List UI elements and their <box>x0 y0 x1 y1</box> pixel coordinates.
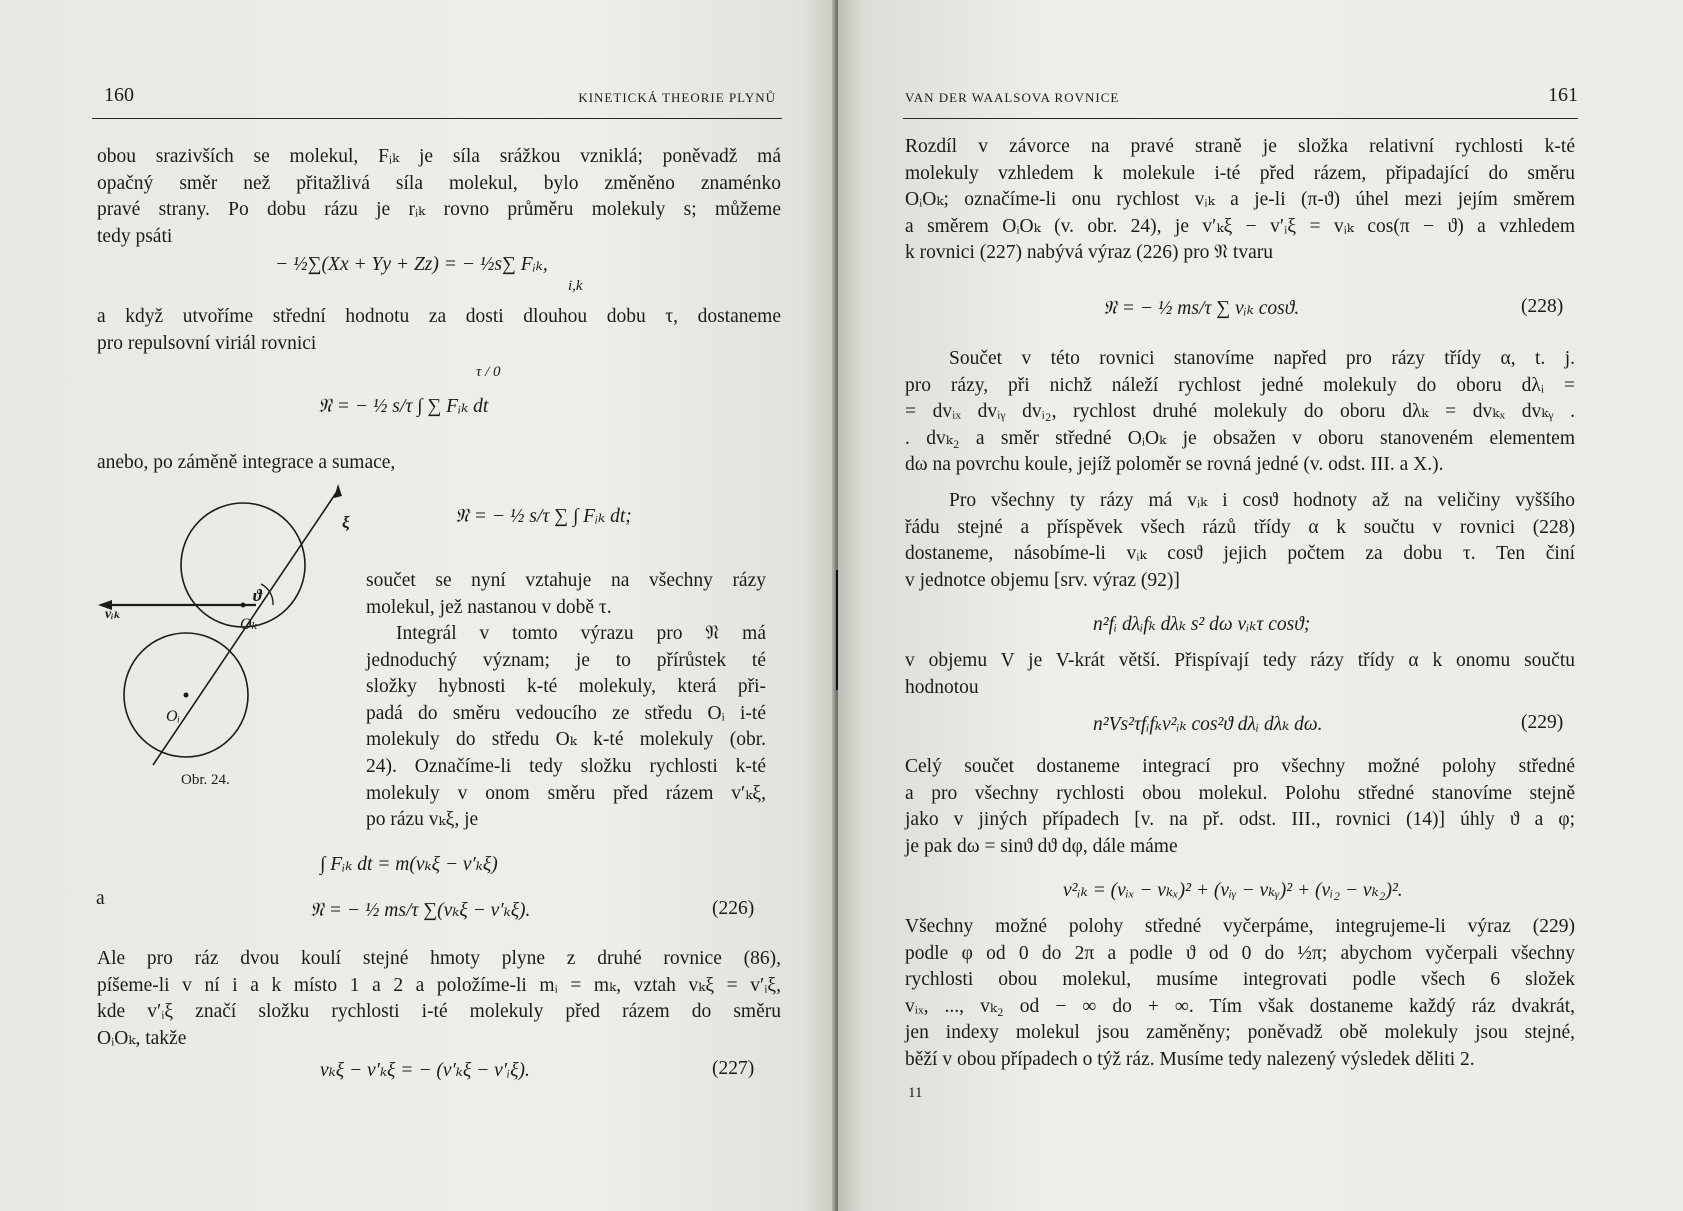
text-line: v jednotce objemu [srv. výraz (92)] <box>905 569 1180 591</box>
left-page <box>0 0 836 1211</box>
equation: − ½∑(Xx + Yy + Zz) = − ½s∑ Fᵢₖ, <box>275 254 548 275</box>
paragraph <box>366 621 766 834</box>
equation: n²Vs²τfᵢfₖv²ᵢₖ cos²ϑ dλᵢ dλₖ dω. <box>1093 714 1323 735</box>
text-line: a směrem OᵢOₖ (v. obr. 24), je v′ₖξ − v′ᵢξ = vᵢₖ cos(π − ϑ) a vzhledem <box>905 215 1575 237</box>
equation-subscript: i,k <box>568 278 583 294</box>
text-line: OᵢOₖ; označíme-li onu rychlost vᵢₖ a je-li (π-ϑ) úhel mezi jejím směrem <box>905 189 1575 211</box>
text-line: . dvₖ₂ a směr středné OᵢOₖ je obsažen v oboru stanoveném elementem <box>905 427 1575 449</box>
text-line: součet se nyní vztahuje na všechny rázy <box>366 570 766 591</box>
text-line: opačný směr než přitažlivá síla molekul, bylo změněno znaménko <box>97 172 781 194</box>
xi-arrow-icon <box>334 484 342 498</box>
text-line: molekuly do středu Oₖ k-té molekuly (obr. <box>366 729 766 751</box>
text-line: pro rázy, při nichž náleží rychlost jedné molekuly do oboru dλᵢ = <box>905 374 1575 396</box>
equation: 𝔑 = − ½ s/τ ∫ ∑ Fᵢₖ dt <box>318 396 489 417</box>
equation: 𝔑 = − ½ ms/τ ∑(vₖξ − v′ₖξ). <box>310 900 531 921</box>
page-number: 161 <box>1548 84 1578 106</box>
text-line: tedy psáti <box>97 225 173 247</box>
right-page-header <box>903 78 1578 119</box>
text-line: v objemu V je V-krát větší. Přispívají tedy rázy třídy α k onomu součtu <box>905 650 1575 671</box>
velocity-label: vᵢₖ <box>105 607 121 622</box>
text-line: Rozdíl v závorce na pravé straně je složka relativní rychlosti k-té <box>905 136 1575 157</box>
text-line: Ale pro ráz dvou koulí stejné hmoty plyne z druhé rovnice (86), <box>97 948 781 969</box>
text-line: pravé strany. Po dobu rázu je rᵢₖ rovno průměru molekuly s; můžeme <box>97 199 781 221</box>
text-line: Pro všechny ty rázy má vᵢₖ i cosϑ hodnoty až na veličiny vyššího <box>949 490 1575 511</box>
paragraph <box>905 134 1575 267</box>
equation: 𝔑 = − ½ ms/τ ∑ vᵢₖ cosϑ. <box>1103 298 1300 319</box>
text-line: a když utvoříme střední hodnotu za dosti dlouhou dobu τ, dostaneme <box>97 306 781 327</box>
text-line: rychlosti obou molekul, musíme integrovati podle všech 6 složek <box>905 969 1575 991</box>
equation: ∫ Fᵢₖ dt = m(vₖξ − v′ₖξ) <box>320 854 498 875</box>
text-line: padá do směru vedoucího ze středu Oᵢ i-té <box>366 702 766 724</box>
text-line: Všechny možné polohy středné vyčerpáme, integrujeme-li výraz (229) <box>905 916 1575 937</box>
text-line: molekuly v onom směru před rázem v′ₖξ, <box>366 782 766 804</box>
text-line: kde v′ᵢξ značí složku rychlosti i-té molekuly před rázem do směru <box>97 1001 781 1023</box>
text-line: OᵢOₖ, takže <box>97 1027 187 1049</box>
text-line: vᵢₓ, ..., vₖ₂ od − ∞ do + ∞. Tím však dostaneme každý ráz dvakrát, <box>905 995 1575 1017</box>
right-page <box>838 0 1683 1211</box>
molecule-circle-k <box>181 503 305 627</box>
text-line: běží v obou případech o týž ráz. Musíme tedy nalezený výsledek děliti 2. <box>905 1048 1475 1070</box>
text-line: obou srazivších se molekul, Fᵢₖ je síla srážkou vzniklá; poněvadž má <box>97 146 781 167</box>
centre-point-i <box>184 693 189 698</box>
equation: 𝔑 = − ½ s/τ ∑ ∫ Fᵢₖ dt; <box>455 506 632 527</box>
equation-connector: a <box>96 888 105 909</box>
text-line: složky hybnosti k-té molekuly, která při- <box>366 676 766 698</box>
paragraph <box>905 346 1575 479</box>
text-line: jako v jiných případech [v. na př. odst. III., rovnici (14)] úhly ϑ a φ; <box>905 809 1575 831</box>
paragraph <box>97 946 781 1052</box>
paragraph <box>905 914 1575 1074</box>
text-line: Součet v této rovnici stanovíme napřed pro rázy třídy α, t. j. <box>949 348 1575 369</box>
oi-label: Oᵢ <box>166 708 181 725</box>
centre-point-k <box>241 603 246 608</box>
equation-number: (229) <box>1521 712 1564 733</box>
ok-label: Oₖ <box>240 616 258 633</box>
text-line: molekuly vzhledem k molekule i-té před rázem, připadající do směru <box>905 162 1575 184</box>
xi-label: ξ <box>342 513 350 532</box>
equation-number: (228) <box>1521 296 1564 317</box>
text-line: po rázu vₖξ, je <box>366 809 479 831</box>
paragraph <box>905 754 1575 860</box>
paragraph <box>97 304 781 357</box>
figure-24-diagram <box>98 470 348 790</box>
text-line: Celý součet dostaneme integrací pro všechny možné polohy středné <box>905 756 1575 777</box>
text-line: anebo, po záměně integrace a sumace, <box>97 452 396 473</box>
equation: vₖξ − v′ₖξ = − (v′ₖξ − v′ᵢξ). <box>320 1060 530 1081</box>
text-line: hodnotou <box>905 676 979 698</box>
text-line: je pak dω = sinϑ dϑ dφ, dále máme <box>905 835 1178 857</box>
text-line: jen indexy molekul jsou zaměněny; poněvadž obě molekuly jsou stejné, <box>905 1022 1575 1044</box>
text-line: dostaneme, násobíme-li vᵢₖ cosϑ jejich počtem za dobu τ. Ten činí <box>905 543 1575 565</box>
paragraph <box>905 648 1575 701</box>
text-line: = dvᵢₓ dvᵢᵧ dvᵢ₂, rychlost druhé molekuly do oboru dλₖ = dvₖₓ dvₖᵧ . <box>905 401 1575 423</box>
equation: n²fᵢ dλᵢfₖ dλₖ s² dω vᵢₖτ cosϑ; <box>1093 614 1311 635</box>
equation: v²ᵢₖ = (vᵢₓ − vₖₓ)² + (vᵢᵧ − vₖᵧ)² + (vᵢ₂ − vₖ₂)². <box>1063 880 1403 901</box>
page-number: 160 <box>104 84 134 106</box>
text-line: pro repulsovní viriál rovnici <box>97 332 317 354</box>
text-line: Integrál v tomto výrazu pro 𝔑 má <box>396 623 766 644</box>
left-page-header <box>92 78 782 119</box>
text-line: 24). Označíme-li tedy složku rychlosti k-té <box>366 755 766 777</box>
equation-number: (226) <box>712 898 755 919</box>
paragraph <box>366 568 766 621</box>
running-head: KINETICKÁ THEORIE PLYNŮ <box>578 90 776 105</box>
text-line: řádu stejné a příspěvek všech rázů třídy α k součtu v rovnici (228) <box>905 516 1575 538</box>
text-line: a pro všechny rychlosti obou molekul. Polohu středné stanovíme stejně <box>905 782 1575 804</box>
text-line: k rovnici (227) nabývá výraz (226) pro 𝔑 tvaru <box>905 242 1273 264</box>
paragraph <box>97 144 781 250</box>
figure-caption: Obr. 24. <box>181 772 230 788</box>
text-line: molekul, jež nastanou v době τ. <box>366 596 612 618</box>
integral-limits: τ / 0 <box>476 364 501 380</box>
text-line: dω na povrchu koule, jejíž poloměr se rovná jedné (v. odst. III. a X.). <box>905 454 1444 476</box>
signature-mark: 11 <box>908 1085 923 1101</box>
running-head: VAN DER WAALSOVA ROVNICE <box>905 90 1120 105</box>
paragraph <box>905 488 1575 594</box>
text-line: píšeme-li v ní i a k místo 1 a 2 a položíme-li mᵢ = mₖ, vztah vₖξ = v′ᵢξ, <box>97 974 781 996</box>
equation-number: (227) <box>712 1058 755 1079</box>
text-line: jednoduchý význam; je to přírůstek té <box>366 649 766 671</box>
text-line: podle φ od 0 do 2π a podle ϑ od 0 do ½π; abychom vyčerpali všechny <box>905 942 1575 964</box>
theta-label: ϑ <box>253 586 262 605</box>
